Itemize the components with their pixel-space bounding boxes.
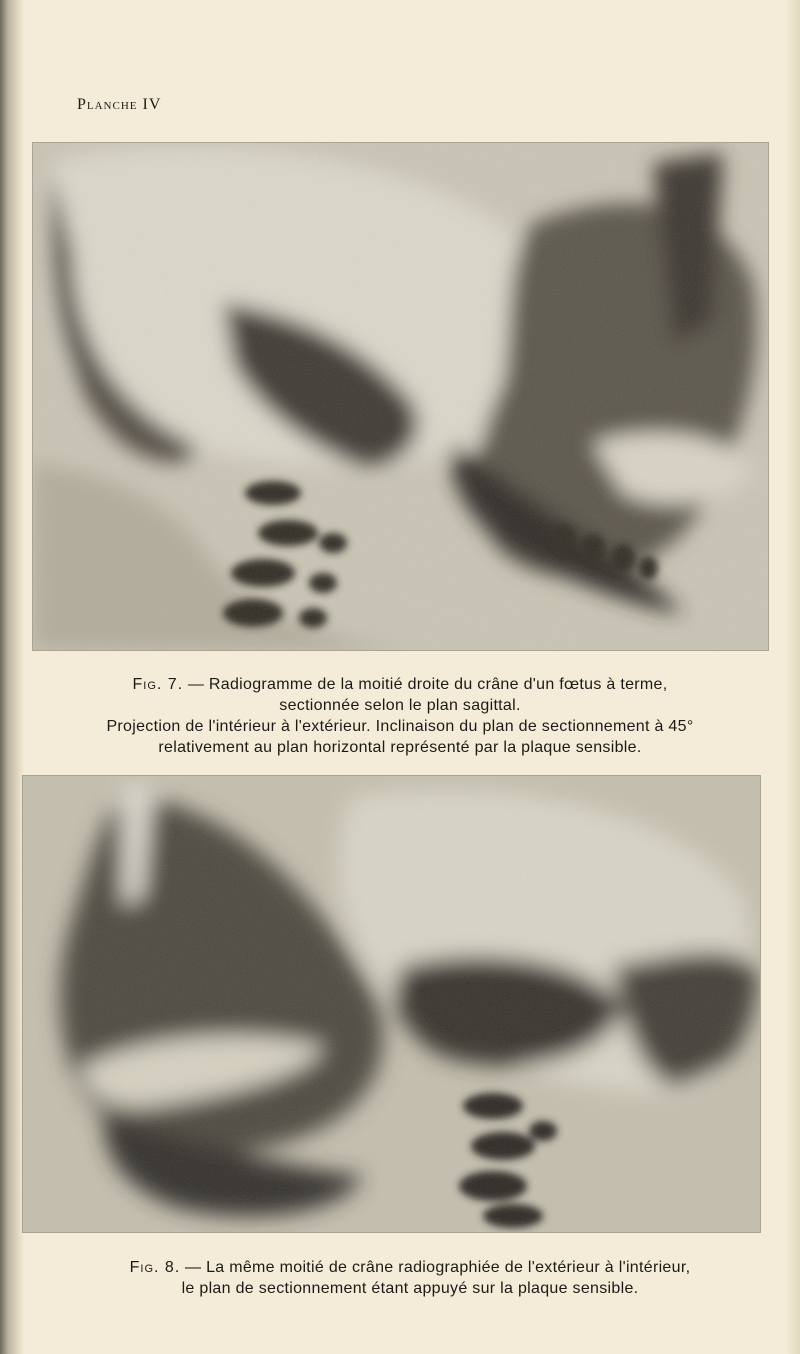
caption-line (90, 1257, 730, 1278)
figure-8-radiograph (23, 776, 760, 1232)
caption-text: — La même moitié de crâne radiographiée de l'extérieur à l'intérieur, (185, 1259, 691, 1276)
caption-line: Projection de l'intérieur à l'extérieur. Inclinaison du plan de sectionnement à 45° (106, 718, 694, 735)
figure-number: Fig. 8. (129, 1259, 181, 1276)
plate-label: Planche IV (77, 96, 162, 113)
figure-number: Fig. 7. (132, 676, 184, 693)
figure-7-radiograph (33, 143, 768, 650)
figure-8-caption (90, 1257, 730, 1299)
figure-7-caption (40, 674, 760, 758)
caption-line: le plan de sectionnement étant appuyé sur la plaque sensible. (181, 1280, 639, 1297)
caption-line: relativement au plan horizontal représenté par la plaque sensible. (158, 739, 642, 756)
caption-line (40, 674, 760, 695)
caption-text: — Radiogramme de la moitié droite du crâne d'un fœtus à terme, (187, 676, 668, 693)
page-right-edge (786, 0, 800, 1354)
skull-radiograph-image (23, 776, 760, 1232)
skull-radiograph-image (33, 143, 768, 650)
page-binding-edge (0, 0, 24, 1354)
caption-line: sectionnée selon le plan sagittal. (279, 697, 521, 714)
